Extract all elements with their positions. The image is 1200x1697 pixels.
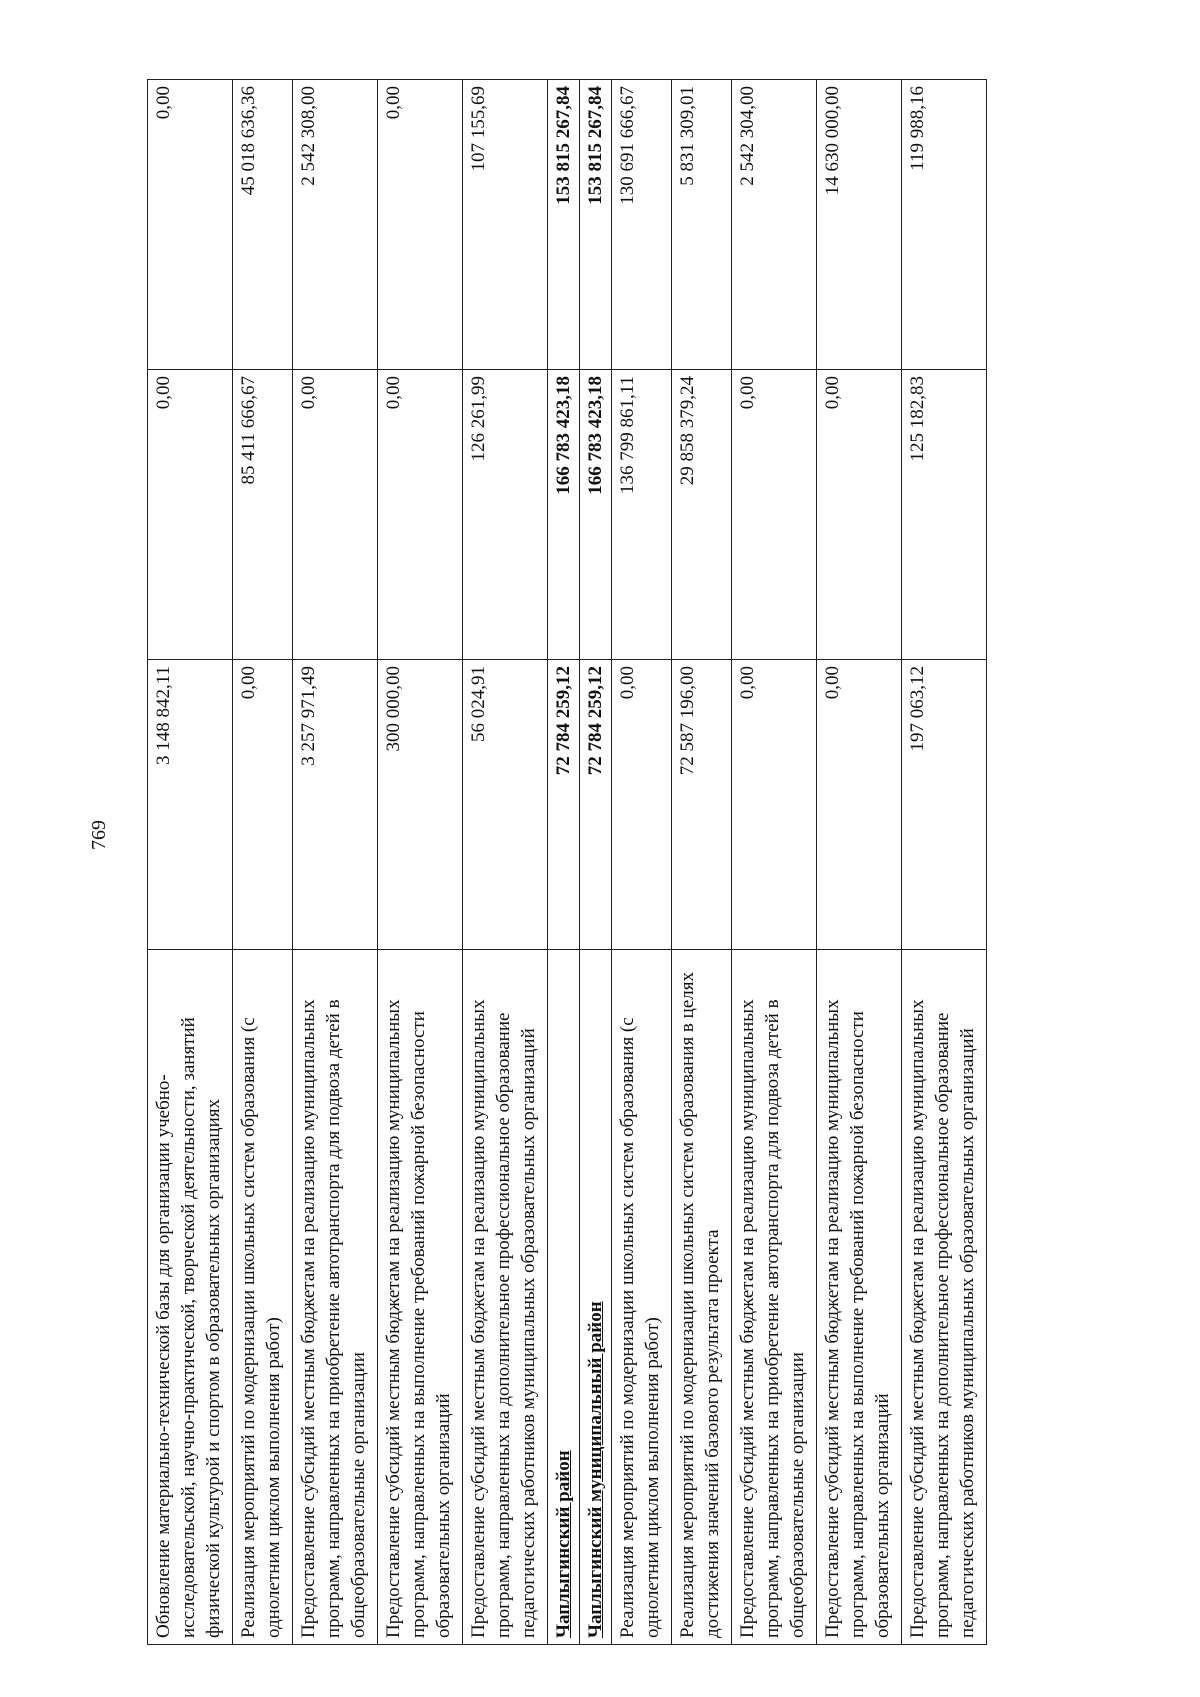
- row-description: Обновление материально-технической базы для организации учебно-исследовательской, научно-практической, творческой деятельности, занятий физической культурой и спортом в образовательных организациях: [148, 950, 233, 1645]
- row-value-3: 2 542 304,00: [732, 80, 817, 370]
- row-value-3: 45 018 636,36: [233, 80, 293, 370]
- row-description: Предоставление субсидий местным бюджетам на реализацию муниципальных программ, направленных на приобретение автотранспорта для подвоза детей в общеобразовательные организации: [293, 950, 378, 1645]
- table-row: [463, 80, 548, 1645]
- row-value-3: 5 831 309,01: [672, 80, 732, 370]
- row-description: Предоставление субсидий местным бюджетам на реализацию муниципальных программ, направленных на выполнение требований пожарной безопасности образовательных организаций: [817, 950, 902, 1645]
- row-value-2: 126 261,99: [463, 370, 548, 660]
- row-value-2: 29 858 379,24: [672, 370, 732, 660]
- row-value-3: 0,00: [148, 80, 233, 370]
- table-row: [817, 80, 902, 1645]
- row-description: Чаплыгинский муниципальный район: [580, 950, 612, 1645]
- table-row: [902, 80, 987, 1645]
- row-description: Реализация мероприятий по модернизации школьных систем образования (с однолетним циклом выполнения работ): [233, 950, 293, 1645]
- row-description: Предоставление субсидий местным бюджетам на реализацию муниципальных программ, направленных на выполнение требований пожарной безопасности образовательных организаций: [378, 950, 463, 1645]
- row-value-2: 0,00: [732, 370, 817, 660]
- row-value-2: 85 411 666,67: [233, 370, 293, 660]
- row-value-3: 130 691 666,67: [612, 80, 672, 370]
- table-row: [233, 80, 293, 1645]
- row-value-2: 125 182,83: [902, 370, 987, 660]
- table-row: [612, 80, 672, 1645]
- row-value-3: 153 815 267,84: [548, 80, 580, 370]
- row-value-1: 0,00: [732, 660, 817, 950]
- row-value-1: 72 784 259,12: [548, 660, 580, 950]
- row-value-1: 300 000,00: [378, 660, 463, 950]
- row-value-3: 119 988,16: [902, 80, 987, 370]
- table-row: [672, 80, 732, 1645]
- table-row: [293, 80, 378, 1645]
- table-row: [732, 80, 817, 1645]
- row-value-2: 166 783 423,18: [548, 370, 580, 660]
- row-value-1: 0,00: [817, 660, 902, 950]
- row-value-1: 197 063,12: [902, 660, 987, 950]
- table-row: [378, 80, 463, 1645]
- row-value-2: 0,00: [378, 370, 463, 660]
- budget-table: [147, 79, 987, 1645]
- row-value-1: 56 024,91: [463, 660, 548, 950]
- budget-table-rotated: [147, 80, 1147, 1645]
- row-value-3: 2 542 308,00: [293, 80, 378, 370]
- row-value-3: 0,00: [378, 80, 463, 370]
- row-description: Реализация мероприятий по модернизации школьных систем образования (с однолетним циклом выполнения работ): [612, 950, 672, 1645]
- row-value-2: 136 799 861,11: [612, 370, 672, 660]
- row-description: Предоставление субсидий местным бюджетам на реализацию муниципальных программ, направленных на дополнительное профессиональное образование педагогических работников муниципальных образовательных организаций: [902, 950, 987, 1645]
- row-value-3: 14 630 000,00: [817, 80, 902, 370]
- page-number: 769: [88, 820, 110, 850]
- row-value-1: 0,00: [612, 660, 672, 950]
- table-row: [148, 80, 233, 1645]
- table-row-municipal-total: [580, 80, 612, 1645]
- table-row-district-total: [548, 80, 580, 1645]
- row-value-1: 0,00: [233, 660, 293, 950]
- row-description: Предоставление субсидий местным бюджетам на реализацию муниципальных программ, направленных на дополнительное профессиональное образование педагогических работников муниципальных образовательных организаций: [463, 950, 548, 1645]
- row-description: Реализация мероприятий по модернизации школьных систем образования в целях достижения значений базового результата проекта: [672, 950, 732, 1645]
- row-value-1: 72 784 259,12: [580, 660, 612, 950]
- row-description: Предоставление субсидий местным бюджетам на реализацию муниципальных программ, направленных на приобретение автотранспорта для подвоза детей в общеобразовательные организации: [732, 950, 817, 1645]
- row-value-3: 107 155,69: [463, 80, 548, 370]
- row-value-1: 72 587 196,00: [672, 660, 732, 950]
- row-value-1: 3 148 842,11: [148, 660, 233, 950]
- row-value-2: 0,00: [148, 370, 233, 660]
- row-value-2: 0,00: [817, 370, 902, 660]
- row-value-1: 3 257 971,49: [293, 660, 378, 950]
- row-description: Чаплыгинский район: [548, 950, 580, 1645]
- row-value-3: 153 815 267,84: [580, 80, 612, 370]
- row-value-2: 0,00: [293, 370, 378, 660]
- row-value-2: 166 783 423,18: [580, 370, 612, 660]
